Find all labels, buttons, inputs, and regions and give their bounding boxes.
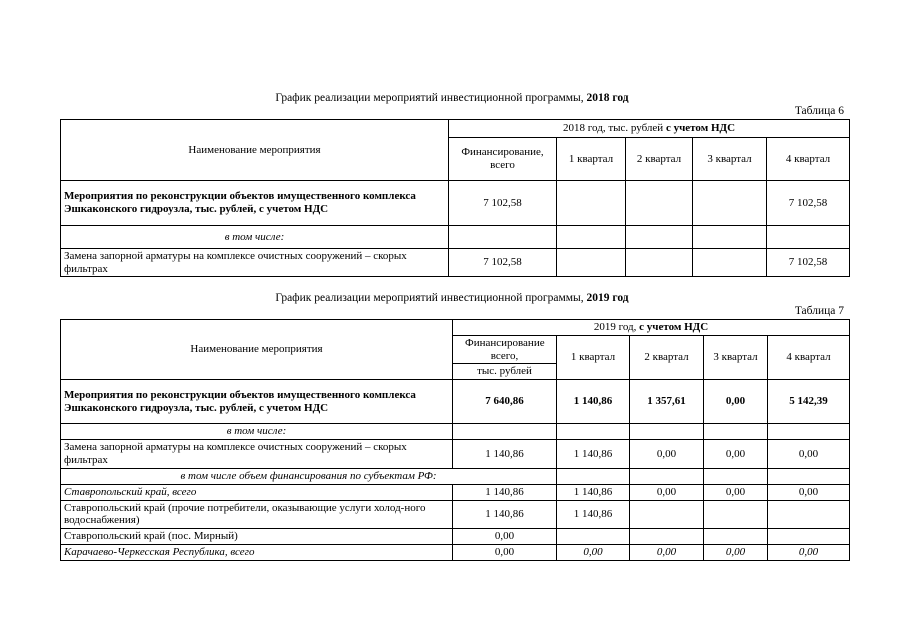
cell-fin: 1 140,86 [453, 500, 557, 528]
cell-q1 [557, 468, 630, 484]
row-name: Ставропольский край (прочие потребители, оказывающие услуги холод-ного водоснабжения) [61, 500, 453, 528]
cell-q4 [767, 226, 850, 249]
cell-q2: 1 357,61 [630, 380, 704, 424]
cell-q4 [768, 500, 850, 528]
cell-q4: 0,00 [768, 440, 850, 468]
table7-number: Таблица 7 [794, 305, 844, 317]
table6-caption [0, 92, 904, 104]
table-row [61, 440, 850, 468]
row-name: Ставропольский край, всего [61, 484, 453, 500]
table-row [61, 484, 850, 500]
cell-fin [449, 226, 557, 249]
cell-q1: 1 140,86 [557, 380, 630, 424]
cell-q1: 1 140,86 [557, 484, 630, 500]
cell-q1 [557, 249, 626, 277]
t7-header-q2: 2 квартал [630, 336, 704, 380]
table-row [61, 500, 850, 528]
cell-q2 [630, 528, 704, 544]
t6-header-group [449, 120, 850, 138]
row-name: Мероприятия по реконструкции объектов имущественного комплекса Эшкаконского гидроузла, тыс. рублей, с учетом НДС [61, 181, 449, 226]
cell-q1: 1 140,86 [557, 440, 630, 468]
row-name: в том числе: [61, 424, 453, 440]
table6-caption-year: 2018 год [586, 92, 629, 104]
cell-q4: 0,00 [768, 484, 850, 500]
row-name: в том числе: [61, 226, 449, 249]
row-name: Мероприятия по реконструкции объектов имущественного комплекса Эшкаконского гидроузла, тыс. рублей, с учетом НДС [61, 380, 453, 424]
table-row [61, 380, 850, 424]
table-row [61, 528, 850, 544]
cell-fin: 7 640,86 [453, 380, 557, 424]
t6-header-q3: 3 квартал [693, 138, 767, 181]
t7-header-name: Наименование мероприятия [61, 320, 453, 380]
cell-q4: 0,00 [768, 544, 850, 560]
table6-number: Таблица 6 [794, 105, 844, 117]
row-name: Ставропольский край (пос. Мирный) [61, 528, 453, 544]
t7-header-q3: 3 квартал [704, 336, 768, 380]
cell-fin: 7 102,58 [449, 249, 557, 277]
table7 [60, 319, 850, 561]
row-name: Карачаево-Черкесская Республика, всего [61, 544, 453, 560]
cell-q2: 0,00 [630, 440, 704, 468]
cell-fin: 7 102,58 [449, 181, 557, 226]
row-name: Замена запорной арматуры на комплексе очистных сооружений – скорых фильтрах [61, 249, 449, 277]
t7-header-group-vat: с учетом НДС [639, 321, 709, 334]
cell-q3 [693, 249, 767, 277]
table-row [61, 249, 850, 277]
cell-q2 [626, 226, 693, 249]
cell-fin: 1 140,86 [453, 484, 557, 500]
t6-header-q4: 4 квартал [767, 138, 850, 181]
row-name: Замена запорной арматуры на комплексе очистных сооружений – скорых фильтрах [61, 440, 453, 468]
table-row [61, 226, 850, 249]
cell-q3: 0,00 [704, 484, 768, 500]
t7-header-fin-unit: тыс. рублей [453, 364, 557, 380]
cell-q4 [768, 468, 850, 484]
t6-header-group-text: 2018 год, тыс. рублей [563, 122, 666, 135]
cell-q4: 7 102,58 [767, 181, 850, 226]
cell-q3: 0,00 [704, 380, 768, 424]
cell-q1: 1 140,86 [557, 500, 630, 528]
cell-q3: 0,00 [704, 544, 768, 560]
table7-caption [0, 292, 904, 304]
cell-fin: 1 140,86 [453, 440, 557, 468]
table6-caption-text: График реализации мероприятий инвестиционной программы, [275, 92, 587, 104]
t6-header-q1: 1 квартал [557, 138, 626, 181]
cell-q4: 5 142,39 [768, 380, 850, 424]
t6-header-fin: Финансирование, всего [449, 138, 557, 181]
cell-q2 [626, 249, 693, 277]
t7-header-group-text: 2019 год, [593, 321, 640, 334]
t7-header-q1: 1 квартал [557, 336, 630, 380]
cell-q2: 0,00 [630, 484, 704, 500]
cell-q1 [557, 528, 630, 544]
cell-q1 [557, 226, 626, 249]
cell-q2 [630, 500, 704, 528]
t6-header-group-vat: с учетом НДС [665, 122, 736, 135]
cell-fin [453, 424, 557, 440]
cell-q1 [557, 181, 626, 226]
cell-fin: 0,00 [453, 528, 557, 544]
t6-header-q2: 2 квартал [626, 138, 693, 181]
cell-q1: 0,00 [557, 544, 630, 560]
cell-q3: 0,00 [704, 440, 768, 468]
cell-q3 [693, 226, 767, 249]
cell-q1 [557, 424, 630, 440]
t7-header-fin: Финансирование всего, [453, 336, 557, 364]
cell-q3 [704, 424, 768, 440]
table7-caption-year: 2019 год [586, 292, 629, 304]
cell-q4: 7 102,58 [767, 249, 850, 277]
cell-q2 [630, 468, 704, 484]
cell-fin: 0,00 [453, 544, 557, 560]
table6 [60, 119, 850, 277]
cell-q3 [693, 181, 767, 226]
table7-caption-text: График реализации мероприятий инвестиционной программы, [275, 292, 587, 304]
t6-header-name: Наименование мероприятия [61, 120, 449, 181]
table-row [61, 424, 850, 440]
cell-q3 [704, 500, 768, 528]
table-row [61, 544, 850, 560]
t7-header-group [453, 320, 850, 336]
cell-q4 [768, 424, 850, 440]
table-row [61, 468, 850, 484]
table-row [61, 181, 850, 226]
cell-q2: 0,00 [630, 544, 704, 560]
row-name: в том числе объем финансирования по субъектам РФ: [61, 468, 557, 484]
cell-q4 [768, 528, 850, 544]
cell-q2 [626, 181, 693, 226]
t7-header-q4: 4 квартал [768, 336, 850, 380]
cell-q2 [630, 424, 704, 440]
cell-q3 [704, 468, 768, 484]
cell-q3 [704, 528, 768, 544]
